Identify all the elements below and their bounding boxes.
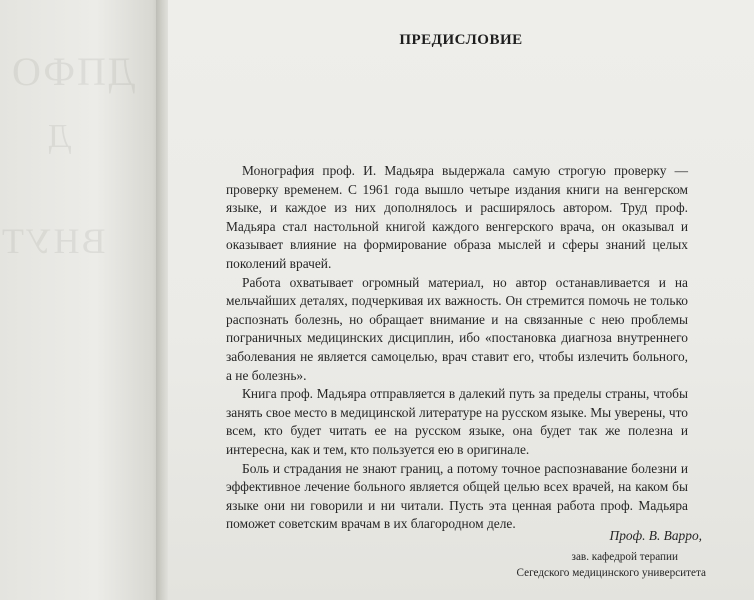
paragraph: Боль и страдания не знают границ, а потому точное распознавание болезни и эффективное лечение больного является общей целью всех врачей, на каком бы языке они ни говорили и ни читали. Пусть эта ценная работа проф. Мадьяра поможет советским врачам в их благородном деле. [226,460,688,532]
signature-block [517,527,706,581]
show-through-text: ВНУТ [0,221,106,261]
paragraph: Работа охватывает огромный материал, но автор останавливается и на мельчайших деталях, подчеркивая их важность. Он стремится помочь не только распознать болезнь, но обращает внимание и на связанные с нею проблемы пограничных медицинских дисциплин, ибо «постановка диагноза внутреннего заболевания не является самоцелью, врач ставит его, чтобы излечить больного, а не болезнь». [226,274,688,383]
facing-page [0,0,160,600]
paragraph: Книга проф. Мадьяра отправляется в далекий путь за пределы страны, чтобы занять свое место в медицинской литературе на русском языке. Мы уверены, что всем, кто будет читать ее на русском языке, она будет так же полезна и интересна, как и тем, кто пользуется ею в оригинале. [226,386,688,457]
signature-position: зав. кафедрой терапии [571,551,678,563]
signature-name: Проф. В. Варро, [609,528,702,543]
show-through-text: ДПФО [10,49,136,94]
page-title: ПРЕДИСЛОВИЕ [399,32,523,48]
preface-page [168,0,754,600]
paragraph: Монография проф. И. Мадьяра выдержала самую строгую проверку — проверку временем. С 1961 года вышло четыре издания книги на венгерском языке, и каждое из них дополнялось и расширялось автором. Труд проф. Мадьяра стал настольной книгой каждого венгерского врача, он оказывал и оказывает влияние на формирование образа мыслей и сферы знаний целых поколений врачей. [226,163,688,271]
show-through-text: Д [46,118,72,155]
preface-body [226,162,688,534]
signature-institution: Сегедского медицинского университета [516,567,706,579]
